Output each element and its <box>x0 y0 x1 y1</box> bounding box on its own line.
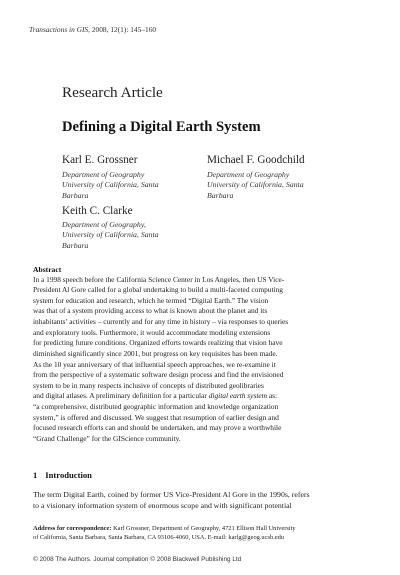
affiliation-line: Department of Geography, <box>62 220 146 229</box>
abstract-line: President Al Gore called for a global undertaking to build a multi-faceted computing <box>33 285 283 295</box>
abstract-line: As the 10 year anniversary of that influential speech approaches, we re-examine it <box>33 359 276 369</box>
abstract-line: “a comprehensive, distributed geographic information and knowledge organization <box>33 402 279 411</box>
author-affiliation <box>207 170 304 201</box>
affiliation-line: University of California, Santa <box>207 180 304 190</box>
correspondence-line <box>33 524 296 533</box>
abstract-line: focused research efforts can and should be undertaken, and may prove a worthwhile <box>33 423 282 433</box>
abstract-line-with-term <box>33 391 369 402</box>
abstract-line: inhabitants’ activities – currently and for any time in history – via responses to queries <box>33 317 289 326</box>
correspondence-address <box>33 524 296 542</box>
journal-citation <box>29 25 156 34</box>
abstract-line: system for education and research, which he termed “Digital Earth.” The vision <box>33 295 269 305</box>
section-number: 1 <box>33 470 38 480</box>
author-affiliation <box>62 220 159 251</box>
abstract-line: system,” is offered and discussed. We suggest that resumption of earlier design and <box>33 412 279 422</box>
abstract-text <box>33 275 369 445</box>
article-type: Research Article <box>62 84 163 101</box>
article-title: Defining a Digital Earth System <box>62 119 261 135</box>
abstract-line: and exploratory tools. Furthermore, it would accommodate modeling extensions <box>33 327 271 337</box>
abstract-heading: Abstract <box>33 265 62 274</box>
affiliation-line: Department of Geography <box>207 170 290 179</box>
digital-earth-system-term: digital earth system <box>208 391 268 401</box>
body-line: to a visionary information system of enormous scope and with significant potential <box>33 501 292 510</box>
journal-volume: 2008, 12(1): 145–160 <box>91 25 157 34</box>
affiliation-line: Barbara <box>207 190 234 200</box>
abstract-line: In a 1998 speech before the California Science Center in Los Angeles, then US Vice- <box>33 274 285 284</box>
section-heading <box>33 470 92 480</box>
section-title: Introduction <box>45 470 92 480</box>
author-affiliation <box>62 170 159 201</box>
abstract-line: diminished significantly since 2001, but progress on key requisites has been made. <box>33 348 278 358</box>
author-name: Michael F. Goodchild <box>207 154 305 166</box>
affiliation-line: University of California, Santa <box>62 230 159 240</box>
body-line: The term Digital Earth, coined by former US Vice-President Al Gore in the 1990s, refers <box>33 490 310 499</box>
abstract-line: was that of a system providing access to what is known about the planet and its <box>33 306 268 316</box>
abstract-line-start: and digital atlases. A preliminary definition for a particular <box>33 391 207 401</box>
correspondence-line-1: Karl Grossner, Department of Geography, 4721 Ellison Hall University <box>111 525 296 532</box>
copyright-notice: © 2008 The Authors. Journal compilation © 2008 Blackwell Publishing Ltd <box>33 556 242 563</box>
correspondence-label: Address for correspondence: <box>33 525 112 532</box>
abstract-line-end: as: <box>267 391 278 401</box>
affiliation-line: Barbara <box>62 190 89 200</box>
correspondence-line-2: of California, Santa Barbara, Santa Barbara, CA 93106-4060, USA. E-mail: karlg@geog.ucsb.edu <box>33 534 284 542</box>
abstract-line: from the perspective of a systematic software design process and find the envisioned <box>33 370 284 380</box>
author-name: Karl E. Grossner <box>62 154 138 166</box>
affiliation-line: Department of Geography <box>62 170 145 179</box>
introduction-text <box>33 489 310 511</box>
affiliation-line: Barbara <box>62 240 89 250</box>
affiliation-line: University of California, Santa <box>62 180 159 190</box>
abstract-line: for predicting future conditions. Organized efforts towards realizing that vision have <box>33 338 283 348</box>
abstract-line: “Grand Challenge” for the GIScience community. <box>33 433 181 443</box>
author-name: Keith C. Clarke <box>62 205 133 217</box>
abstract-line: system to be in many respects inclusive of concepts of distributed geolibraries <box>33 380 264 390</box>
journal-name: Transactions in GIS, <box>29 25 90 34</box>
